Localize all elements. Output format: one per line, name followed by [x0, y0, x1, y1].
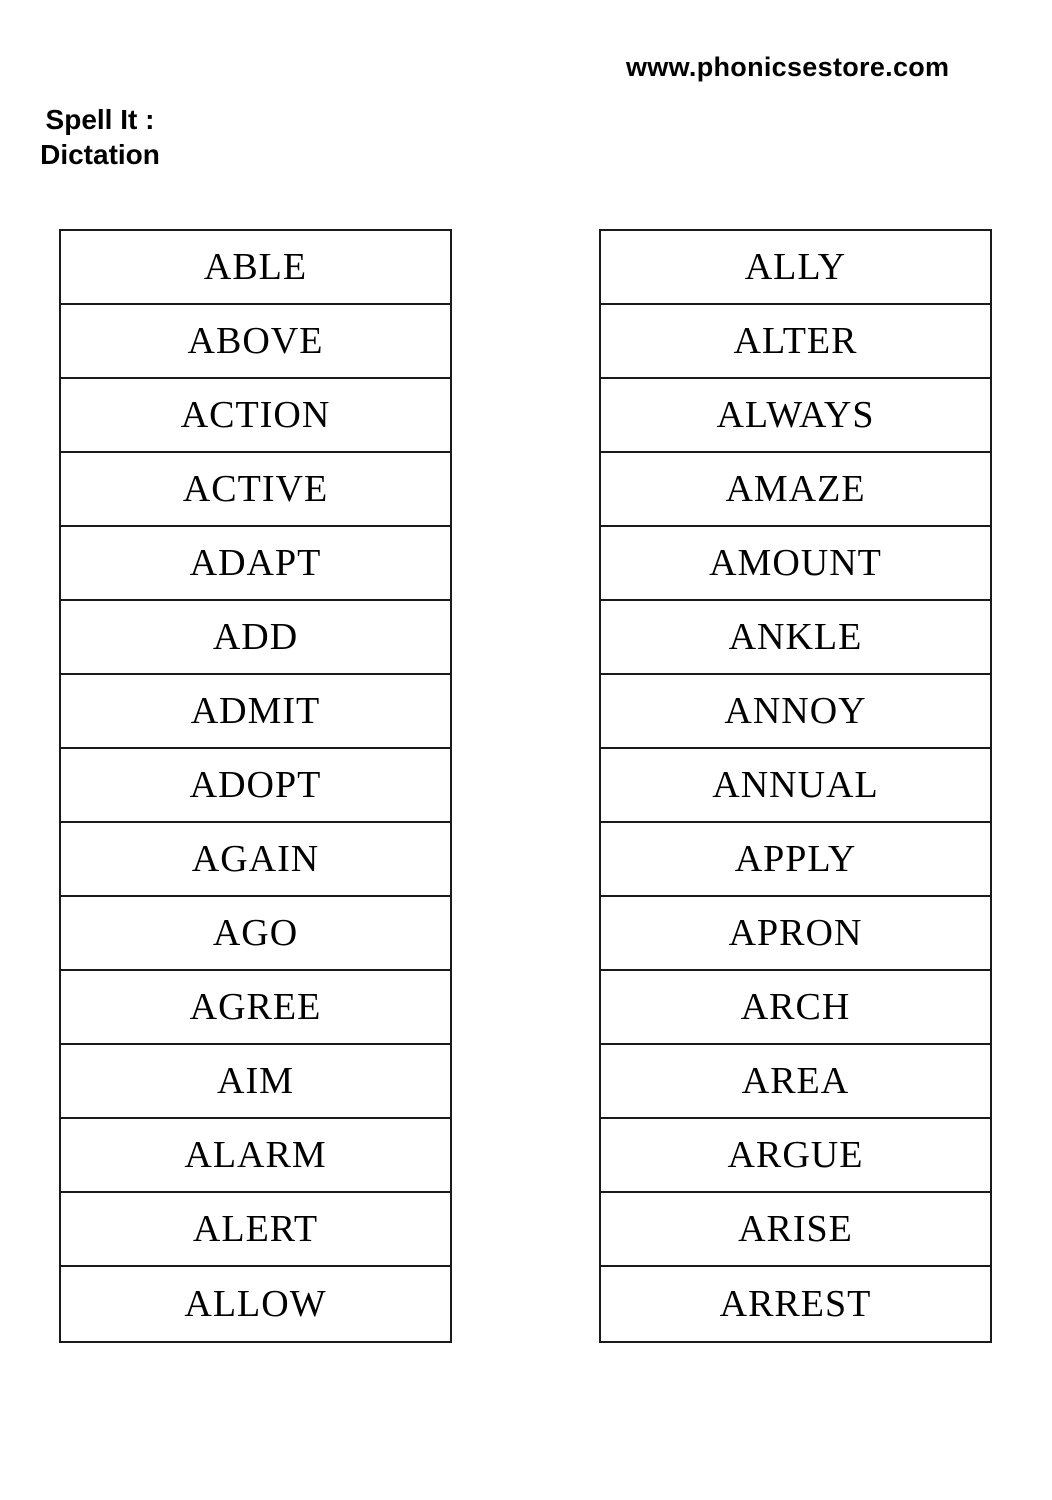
word-list-left	[59, 229, 452, 1343]
word-cell: ARREST	[719, 1283, 872, 1325]
word-cell: ALERT	[61, 1193, 450, 1267]
word-cell: ADAPT	[61, 527, 450, 601]
word-cell: ACTIVE	[61, 453, 450, 527]
word-cell: ANKLE	[601, 601, 990, 675]
word-cell: ADMIT	[61, 675, 450, 749]
word-cell: ABLE	[61, 231, 450, 305]
word-cell: AGREE	[61, 971, 450, 1045]
website-url: www.phonicsestore.com	[626, 52, 950, 82]
word-cell: ALARM	[61, 1119, 450, 1193]
word-cell: ADOPT	[61, 749, 450, 823]
word-cell: AGAIN	[61, 823, 450, 897]
word-cell: ACTION	[61, 379, 450, 453]
word-cell: AREA	[601, 1045, 990, 1119]
word-cell: ALLOW	[184, 1283, 327, 1325]
word-cell: ALTER	[601, 305, 990, 379]
word-cell: ANNOY	[601, 675, 990, 749]
word-cell: ANNUAL	[601, 749, 990, 823]
word-cell: ABOVE	[61, 305, 450, 379]
word-cell: ARISE	[601, 1193, 990, 1267]
word-cell: ALLY	[601, 231, 990, 305]
word-cell: APPLY	[601, 823, 990, 897]
title-line-1: Spell It :	[45, 104, 155, 135]
word-list-right	[599, 229, 992, 1343]
worksheet-title	[22, 102, 178, 172]
word-cell: AMAZE	[601, 453, 990, 527]
word-cell: ARGUE	[601, 1119, 990, 1193]
word-cell: ARCH	[601, 971, 990, 1045]
word-cell: AMOUNT	[601, 527, 990, 601]
word-cell: ADD	[61, 601, 450, 675]
word-cell: APRON	[601, 897, 990, 971]
word-cell: AGO	[61, 897, 450, 971]
title-line-2: Dictation	[40, 139, 160, 170]
word-cell: AIM	[61, 1045, 450, 1119]
word-cell: ALWAYS	[601, 379, 990, 453]
